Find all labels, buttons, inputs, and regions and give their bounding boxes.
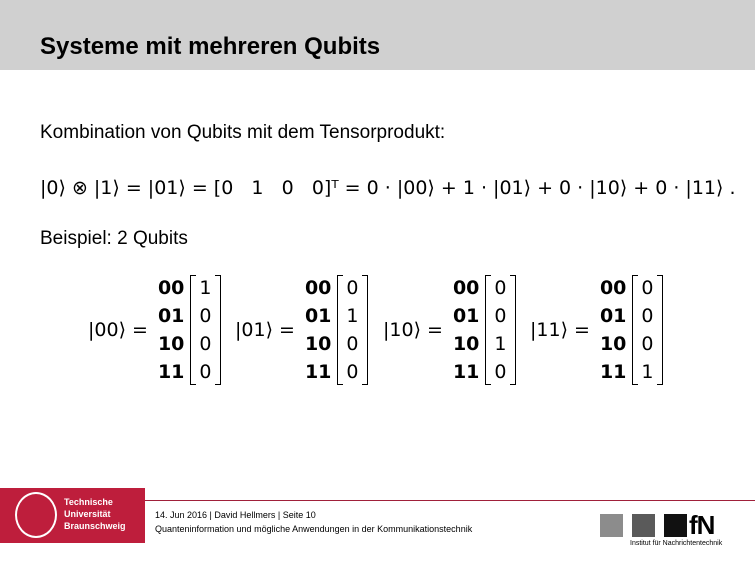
basis-label: 01 xyxy=(157,305,185,327)
basis-label: 11 xyxy=(157,361,185,383)
logo-text: Technische xyxy=(64,497,113,507)
basis-label: 11 xyxy=(452,361,480,383)
vector-entry: 0 xyxy=(494,305,507,327)
right-bracket xyxy=(362,275,368,385)
basis-label: 01 xyxy=(304,305,332,327)
vector-entry: 0 xyxy=(346,361,359,383)
basis-labels xyxy=(453,274,479,386)
vector-entry: 0 xyxy=(641,333,654,355)
basis-label: 00 xyxy=(304,277,332,299)
logo-text: Braunschweig xyxy=(64,521,126,531)
basis-label: 01 xyxy=(452,305,480,327)
ifn-logo: fN xyxy=(689,510,715,540)
right-bracket xyxy=(510,275,516,385)
right-bracket xyxy=(657,275,663,385)
ket-label: |11⟩ = xyxy=(530,319,590,341)
state-vector xyxy=(235,274,368,386)
basis-labels xyxy=(600,274,626,386)
ifn-square-icon xyxy=(632,514,655,537)
vector-values xyxy=(196,274,214,386)
tu-braunschweig-logo xyxy=(0,488,145,543)
vector-values xyxy=(343,274,361,386)
logo-text: Universität xyxy=(64,509,111,519)
footer-talk-title: Quanteninformation und mögliche Anwendungen in der Kommunikationstechnik xyxy=(155,524,473,534)
ifn-square-icon xyxy=(600,514,623,537)
vector-entry: 0 xyxy=(346,333,359,355)
intro-text: Kombination von Qubits mit dem Tensorprodukt: xyxy=(40,122,446,143)
institute-name: Institut für Nachrichtentechnik xyxy=(630,540,723,547)
ket-label: |01⟩ = xyxy=(235,319,295,341)
basis-label: 10 xyxy=(304,333,332,355)
ifn-square-icon xyxy=(664,514,687,537)
footer-divider xyxy=(145,500,755,501)
vector-entry: 0 xyxy=(346,277,359,299)
vector-entry: 0 xyxy=(494,277,507,299)
vector-entry: 1 xyxy=(346,305,359,327)
basis-label: 00 xyxy=(599,277,627,299)
vector-entry: 0 xyxy=(494,361,507,383)
vector-values xyxy=(638,274,656,386)
basis-label: 00 xyxy=(452,277,480,299)
tensor-equation: |0⟩ ⊗ |1⟩ = |01⟩ = [0 1 0 0]ᵀ = 0 · |00⟩ + 1 · |01⟩ + 0 · |10⟩ + 0 · |11⟩ . xyxy=(40,177,736,199)
slide-title: Systeme mit mehreren Qubits xyxy=(40,33,381,60)
state-vector xyxy=(383,274,516,386)
vector-values xyxy=(491,274,509,386)
footer-info: 14. Jun 2016 | David Hellmers | Seite 10 xyxy=(155,510,316,520)
vector-entry: 0 xyxy=(641,277,654,299)
basis-label: 10 xyxy=(157,333,185,355)
example-heading: Beispiel: 2 Qubits xyxy=(40,228,188,249)
vector-entry: 1 xyxy=(494,333,507,355)
vector-entry: 0 xyxy=(199,305,212,327)
vector-entry: 0 xyxy=(199,333,212,355)
basis-label: 01 xyxy=(599,305,627,327)
basis-labels xyxy=(305,274,331,386)
basis-label: 00 xyxy=(157,277,185,299)
basis-label: 11 xyxy=(304,361,332,383)
vector-entry: 1 xyxy=(641,361,654,383)
basis-label: 11 xyxy=(599,361,627,383)
basis-labels xyxy=(158,274,184,386)
ket-label: |10⟩ = xyxy=(383,319,443,341)
basis-label: 10 xyxy=(452,333,480,355)
basis-label: 10 xyxy=(599,333,627,355)
vector-entry: 1 xyxy=(199,277,212,299)
state-vector xyxy=(88,274,221,386)
ket-label: |00⟩ = xyxy=(88,319,148,341)
vector-entry: 0 xyxy=(641,305,654,327)
right-bracket xyxy=(215,275,221,385)
tu-seal-icon xyxy=(15,492,57,538)
vector-entry: 0 xyxy=(199,361,212,383)
state-vector xyxy=(530,274,663,386)
